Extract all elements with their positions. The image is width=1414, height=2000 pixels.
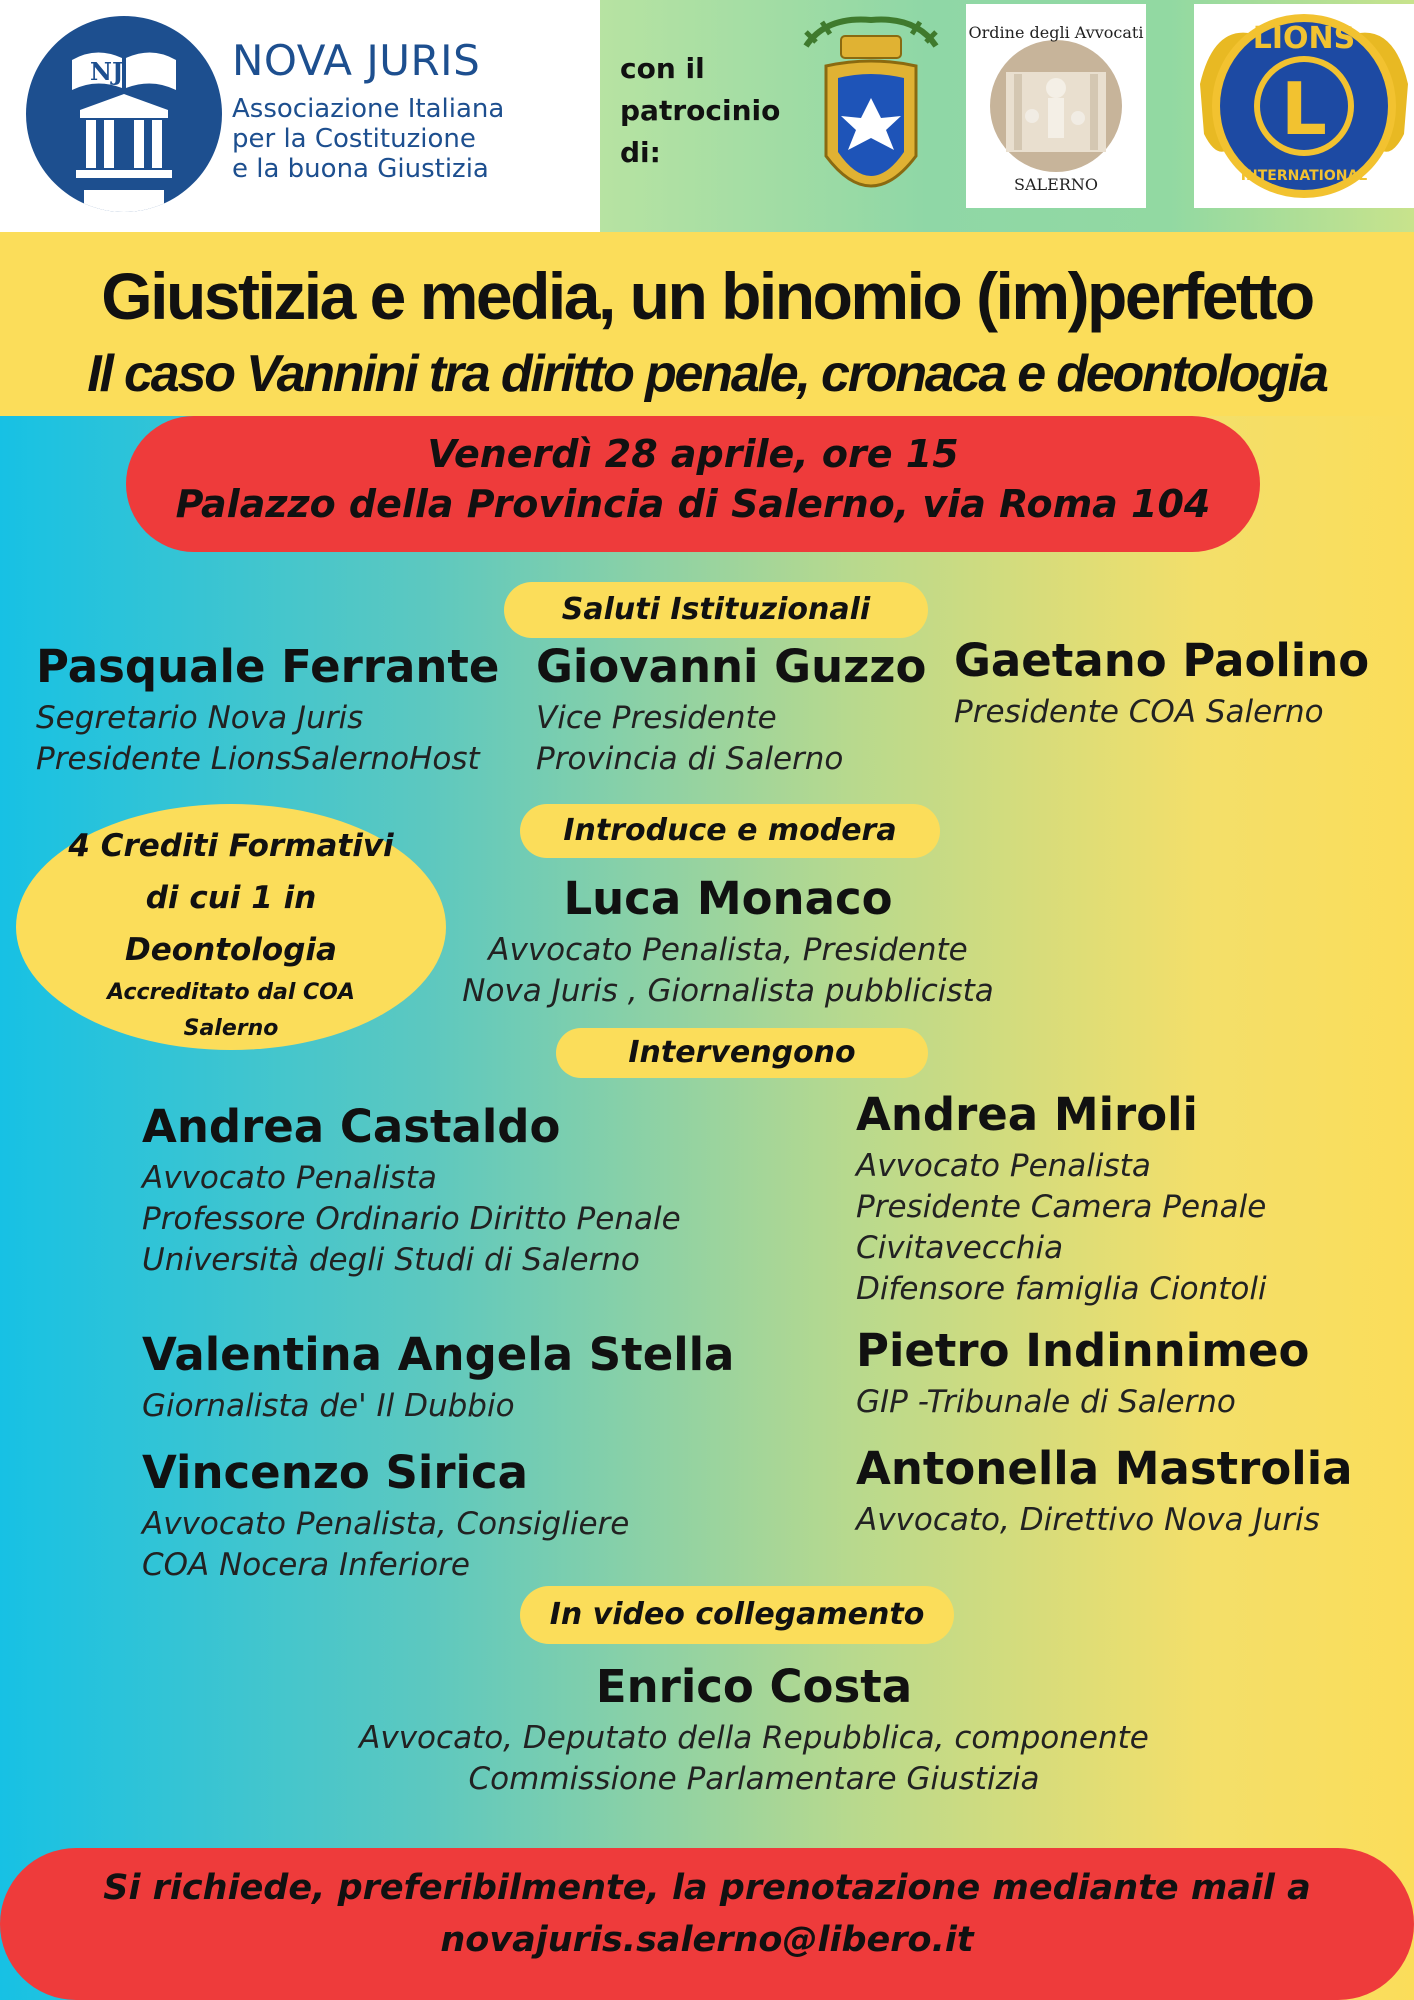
greeting-speaker-name: Giovanni Guzzo bbox=[536, 640, 927, 693]
speaker-role: Università degli Studi di Salerno bbox=[142, 1242, 640, 1278]
nj-monogram: NJ bbox=[90, 57, 124, 86]
greeting-speaker-name: Gaetano Paolino bbox=[954, 634, 1370, 687]
org-subtitle-line: e la buona Giustizia bbox=[232, 154, 489, 184]
speaker-name: Andrea Miroli bbox=[856, 1088, 1198, 1141]
video-speaker-name: Enrico Costa bbox=[595, 1660, 913, 1713]
credits-line: Deontologia bbox=[125, 932, 337, 968]
speaker-role: Presidente Camera Penale bbox=[856, 1189, 1267, 1225]
speaker-name: Antonella Mastrolia bbox=[856, 1442, 1353, 1495]
speaker-role: Difensore famiglia Ciontoli bbox=[856, 1271, 1267, 1307]
org-subtitle-line: per la Costituzione bbox=[232, 124, 476, 154]
greeting-speaker-role: Provincia di Salerno bbox=[536, 741, 844, 777]
org-name: NOVA JURIS bbox=[232, 36, 481, 85]
speaker-name: Vincenzo Sirica bbox=[142, 1446, 528, 1499]
moderator-role: Nova Juris , Giornalista pubblicista bbox=[462, 973, 994, 1009]
speaker-role: Civitavecchia bbox=[856, 1230, 1064, 1266]
speaker-role: COA Nocera Inferiore bbox=[142, 1547, 470, 1583]
moderator-name: Luca Monaco bbox=[563, 872, 893, 925]
credits-accreditation: Accreditato dal COA bbox=[107, 980, 355, 1005]
speaker-name: Andrea Castaldo bbox=[142, 1100, 561, 1153]
moderator-role: Avvocato Penalista, Presidente bbox=[488, 932, 968, 968]
speaker-role: Avvocato, Direttivo Nova Juris bbox=[856, 1502, 1320, 1538]
province-crest-icon bbox=[786, 6, 956, 226]
patronage-line: di: bbox=[620, 136, 661, 169]
lions-title: LIONS bbox=[1252, 21, 1356, 56]
event-subtitle: Il caso Vannini tra diritto penale, cronaca e deontologia bbox=[87, 345, 1327, 403]
section-label-moderator: Introduce e modera bbox=[520, 804, 940, 858]
coa-logo-city: SALERNO bbox=[1014, 175, 1098, 194]
nova-juris-logo bbox=[24, 14, 224, 214]
section-label-speakers: Intervengono bbox=[556, 1028, 928, 1078]
greeting-speaker-role: Vice Presidente bbox=[536, 700, 777, 736]
patronage-line: patrocinio bbox=[620, 94, 781, 127]
greeting-speaker-role: Presidente COA Salerno bbox=[954, 694, 1324, 730]
patronage-line: con il bbox=[620, 52, 705, 85]
credits-line: 4 Crediti Formativi bbox=[68, 828, 394, 864]
event-title: Giustizia e media, un binomio (im)perfetto bbox=[101, 259, 1313, 333]
greeting-speaker-role: Segretario Nova Juris bbox=[36, 700, 364, 736]
speaker-role: Professore Ordinario Diritto Penale bbox=[142, 1201, 681, 1237]
speaker-role: GIP -Tribunale di Salerno bbox=[856, 1384, 1236, 1420]
event-venue: Palazzo della Provincia di Salerno, via Roma 104 bbox=[175, 482, 1211, 526]
section-label-greetings: Saluti Istituzionali bbox=[504, 582, 928, 638]
section-label-video: In video collegamento bbox=[520, 1586, 954, 1644]
speaker-role: Avvocato Penalista, Consigliere bbox=[142, 1506, 630, 1542]
coa-salerno-logo bbox=[966, 4, 1146, 208]
coa-logo-title: Ordine degli Avvocati bbox=[968, 23, 1144, 42]
speaker-role: Avvocato Penalista bbox=[142, 1160, 437, 1196]
speaker-name: Pietro Indinnimeo bbox=[856, 1324, 1310, 1377]
speaker-role: Giornalista de' Il Dubbio bbox=[142, 1388, 515, 1424]
credits-line: di cui 1 in bbox=[145, 880, 317, 916]
event-date-time: Venerdì 28 aprile, ore 15 bbox=[427, 432, 959, 476]
greeting-speaker-role: Presidente LionsSalernoHost bbox=[36, 741, 480, 777]
lions-letter: L bbox=[1281, 67, 1327, 151]
booking-text: Si richiede, preferibilmente, la prenotazione mediante mail a bbox=[103, 1868, 1311, 1908]
speaker-role: Avvocato Penalista bbox=[856, 1148, 1151, 1184]
greeting-speaker-name: Pasquale Ferrante bbox=[36, 640, 500, 693]
video-speaker-role: Avvocato, Deputato della Repubblica, componente bbox=[359, 1720, 1149, 1756]
patronage-label bbox=[620, 48, 780, 174]
speaker-name: Valentina Angela Stella bbox=[142, 1328, 735, 1381]
credits-accreditation: Salerno bbox=[183, 1016, 279, 1041]
booking-email[interactable]: novajuris.salerno@libero.it bbox=[440, 1920, 974, 1960]
org-subtitle-line: Associazione Italiana bbox=[232, 94, 505, 124]
lions-subtitle: INTERNATIONAL bbox=[1240, 168, 1368, 184]
lions-logo bbox=[1194, 4, 1414, 208]
video-speaker-role: Commissione Parlamentare Giustizia bbox=[468, 1761, 1040, 1797]
